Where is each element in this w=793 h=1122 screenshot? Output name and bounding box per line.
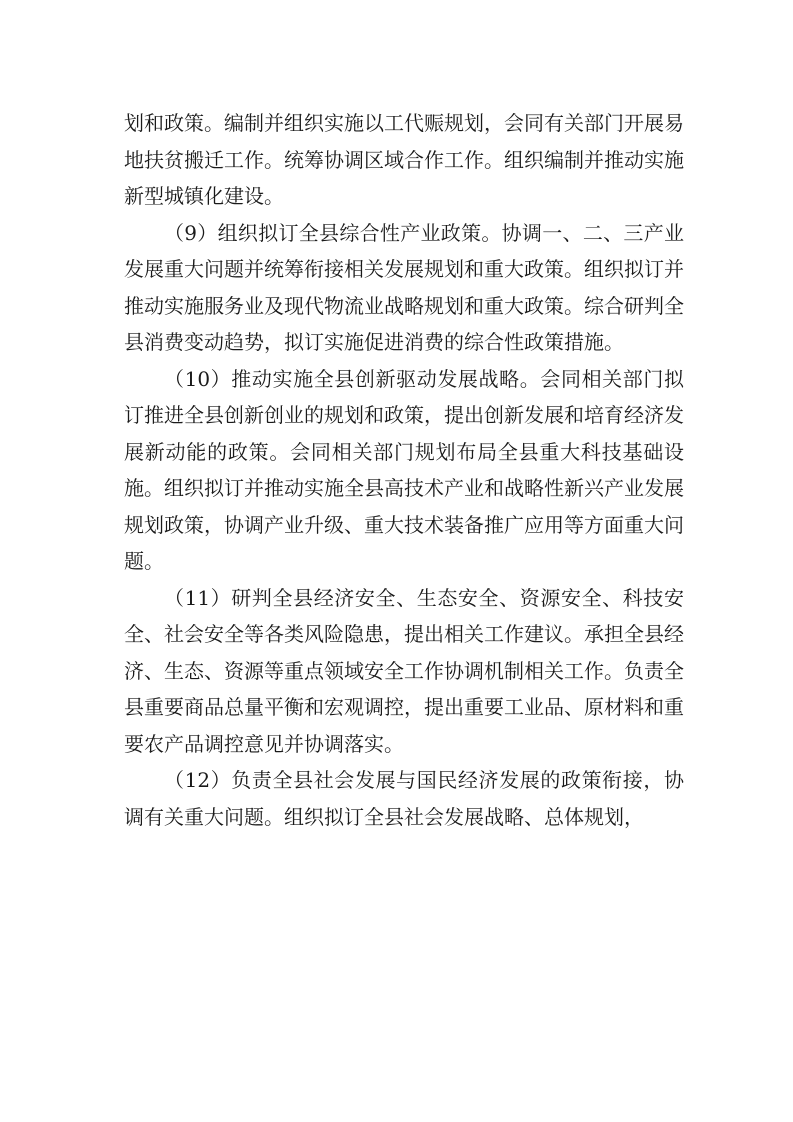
paragraph-11: （11）研判全县经济安全、生态安全、资源安全、科技安全、社会安全等各类风险隐患，提出相关工作建议。承担全县经济、生态、资源等重点领域安全工作协调机制相关工作。负责全县重要商品总量平衡和宏观调控，提出重要工业品、原材料和重要农产品调控意见并协调落实。 <box>124 585 684 756</box>
paragraph-9: （9）组织拟订全县综合性产业政策。协调一、二、三产业发展重大问题并统筹衔接相关发展规划和重大政策。组织拟订并推动实施服务业及现代物流业战略规划和重大政策。综合研判全县消费变动趋势，拟订实施促进消费的综合性政策措施。 <box>124 220 684 354</box>
paragraph-8-continued: 划和政策。编制并组织实施以工代赈规划，会同有关部门开展易地扶贫搬迁工作。统筹协调区域合作工作。组织编制并推动实施新型城镇化建设。 <box>124 111 684 208</box>
document-body <box>124 105 684 835</box>
paragraph-10: （10）推动实施全县创新驱动发展战略。会同相关部门拟订推进全县创新创业的规划和政策，提出创新发展和培育经济发展新动能的政策。会同相关部门规划布局全县重大科技基础设施。组织拟订并推动实施全县高技术产业和战略性新兴产业发展规划政策，协调产业升级、重大技术装备推广应用等方面重大问题。 <box>124 366 684 573</box>
paragraph-12: （12）负责全县社会发展与国民经济发展的政策衔接，协调有关重大问题。组织拟订全县社会发展战略、总体规划， <box>124 768 684 829</box>
